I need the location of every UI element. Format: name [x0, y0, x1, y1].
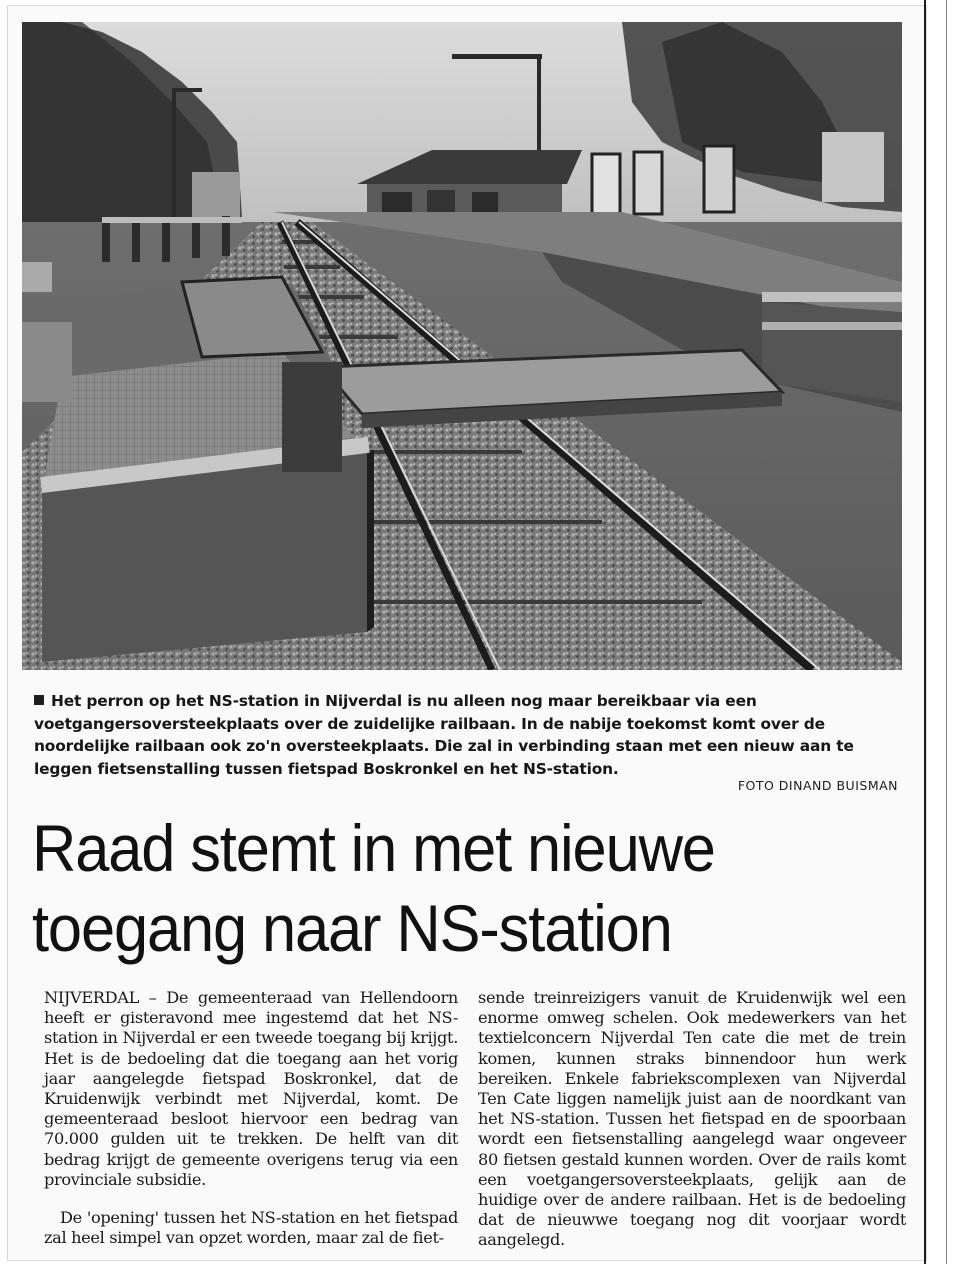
clipping-edge-line [924, 0, 926, 1264]
caption-bullet-icon [34, 695, 44, 705]
photo-credit: FOTO DINAND BUISMAN [737, 778, 898, 793]
article-column-right [478, 988, 906, 1251]
article-paragraph: De 'opening' tussen het NS-station en het fietspad zal heel simpel van opzet worden, maar zal de fiet- [44, 1208, 458, 1248]
article-paragraph: sende treinreizigers vanuit de Kruidenwijk wel een enorme omweg schelen. Ook medewerkers van het textielconcern Nijverdal Ten cate die met de trein komen, kunnen straks binnendoor hun werk bereiken. Enkele fabriekscomplexen van Nijverdal Ten Cate liggen namelijk juist aan de noordkant van het NS-station. Tussen het fietspad en de spoorbaan wordt een fietsenstalling aangelegd waar ongeveer 80 fietsen gestald kunnen worden. Over de rails komt een voetgangersoversteekplaats, gelijk aan de huidige over de andere railbaan. Het is de bedoeling dat de nieuwwe toegang nog dit voorjaar wordt aangelegd. [478, 988, 906, 1250]
scan-edge-line [946, 0, 947, 1264]
headline-line-1: Raad stemt in met nieuwe [32, 811, 715, 885]
headline-line-2: toegang naar NS-station [32, 891, 672, 965]
station-photo [22, 22, 902, 670]
article-paragraph: NIJVERDAL – De gemeenteraad van Hellendoorn heeft er gisteravond mee ingestemd dat het NS-station in Nijverdal er een tweede toegang bij krijgt. Het is de bedoeling dat die toegang aan het vorig jaar aangelegde fietspad Boskronkel, dat de Kruidenwijk verbindt met Nijverdal, komt. De gemeenteraad besloot hiervoor een bedrag van 70.000 gulden uit te trekken. De helft van dit bedrag krijgt de gemeente overigens terug via een provinciale subsidie. [44, 988, 458, 1189]
article-headline [32, 808, 850, 968]
caption-text: Het perron op het NS-station in Nijverdal is nu alleen nog maar bereikbaar via een voetgangersoversteekplaats over de zuidelijke railbaan. In de nabije toekomst komt over de noordelijke railbaan ook zo'n oversteekplaats. Die zal in verbinding staan met een nieuw aan te leggen fietsenstalling tussen fietspad Boskronkel en het NS-station. [34, 692, 854, 778]
station-photo-illustration [22, 22, 902, 670]
article-column-left [44, 988, 458, 1248]
photo-caption [34, 690, 896, 780]
